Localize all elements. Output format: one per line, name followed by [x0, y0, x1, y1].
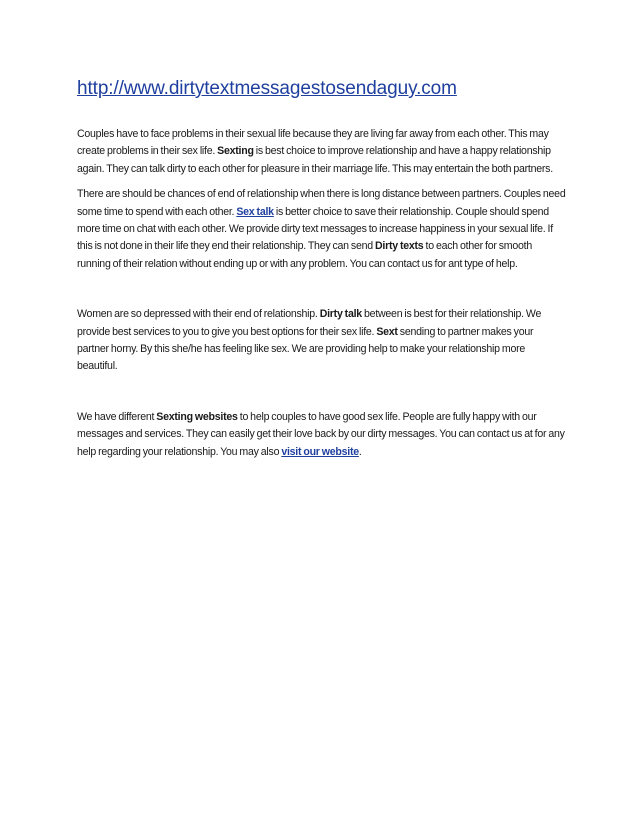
p2-text-2: is better choice to save their relationship. Couple should spend more time on chat with each other. We provide dirty text messages to increase happiness in your sexual life. If this is not done in their life they end their relationship. They can send [77, 205, 553, 253]
website-url-link[interactable]: http://www.dirtytextmessagestosendaguy.com [77, 78, 457, 99]
paragraph-3 [77, 306, 567, 376]
paragraph-1 [77, 126, 567, 178]
p1-bold-sexting: Sexting [217, 145, 254, 158]
p1-text-2: is best choice to improve relationship and have a happy relationship again. They can talk dirty to each other for pleasure in their marriage life. This may entertain the both partners. [77, 145, 553, 175]
p2-bold-dirty-texts: Dirty texts [374, 240, 424, 253]
visit-website-link[interactable]: visit our website [281, 445, 359, 458]
p1-text-1: Couples have to face problems in their sexual life because they are living far away from each other. This may create problems in their sex life. [77, 128, 549, 158]
p4-text-2: to help couples to have good sex life. People are fully happy with our messages and services. They can easily get their love back by our dirty messages. You can contact us at for any help regarding your relationship. You may also [77, 410, 565, 458]
p3-bold-dirty-talk: Dirty talk [319, 308, 362, 321]
paragraph-spacer [77, 273, 567, 306]
p4-bold-sexting-websites: Sexting websites [156, 410, 238, 423]
p3-text-2: between is best for their relationship. We provide best services to you to give you best options for their sex life. [77, 308, 542, 338]
p3-text-3: sending to partner makes your partner horny. By this she/he has feeling like sex. We are providing help to make your relationship more beautiful. [77, 325, 534, 373]
sex-talk-link[interactable]: Sex talk [236, 205, 274, 218]
p4-text-1: We have different [77, 410, 157, 423]
p3-text-1: Women are so depressed with their end of relationship. [77, 308, 320, 321]
p2-text-3: to each other for smooth running of their relation without ending up or with any problem. You can contact us for ant type of help. [77, 240, 532, 270]
paragraph-spacer [77, 178, 567, 186]
document-page [77, 78, 567, 461]
paragraph-2 [77, 186, 567, 273]
paragraph-4 [77, 409, 567, 461]
p3-bold-sext: Sext [376, 325, 398, 338]
p2-text-1: There are should be chances of end of relationship when there is long distance between partners. Couples need some time to spend with each other. [77, 188, 566, 218]
p4-text-3: . [358, 445, 362, 458]
paragraph-spacer [77, 376, 567, 409]
